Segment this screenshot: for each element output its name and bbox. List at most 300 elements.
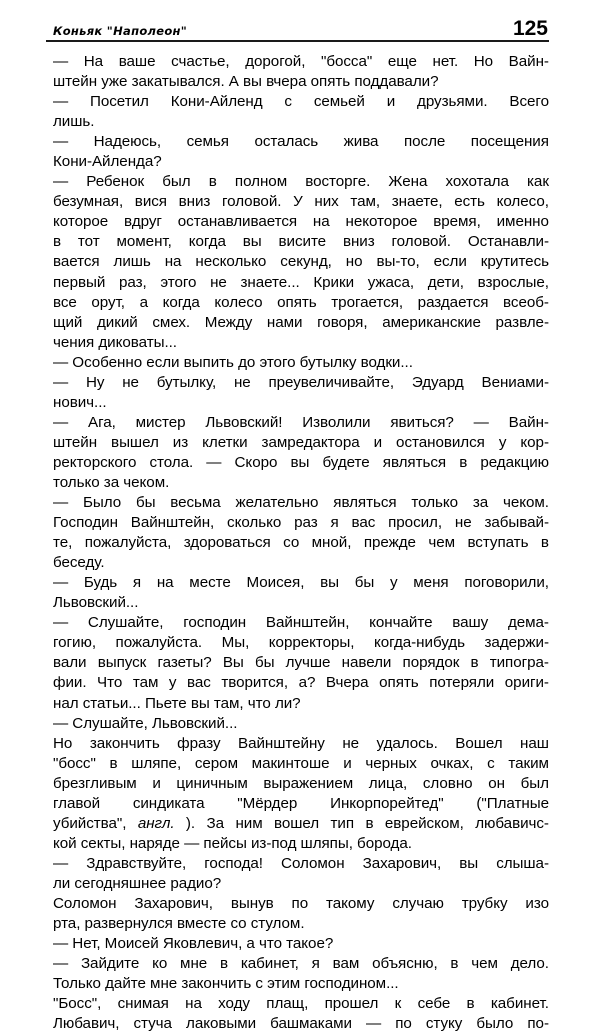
word: мне: [180, 955, 208, 973]
text-line: нал статьи... Пьете вы там, что ли?: [53, 694, 301, 712]
word: в: [450, 955, 459, 973]
word: раз: [294, 514, 318, 532]
word: них: [314, 193, 339, 211]
word: взрослые,: [477, 273, 549, 291]
word: вы: [320, 574, 340, 592]
word: Всего: [509, 93, 549, 111]
word: плащ,: [266, 995, 309, 1013]
text-line: [53, 373, 549, 393]
word: редакцию: [480, 453, 549, 471]
running-header-title: Коньяк "Наполеон": [53, 24, 188, 38]
word: любавичс-: [475, 814, 549, 832]
word: как: [527, 173, 549, 191]
word: синдиката: [132, 794, 205, 812]
word: —: [53, 413, 69, 431]
word: Вайн-: [508, 413, 549, 431]
word: месте: [189, 574, 231, 592]
word: только: [411, 494, 459, 512]
word: Захарович,: [134, 894, 213, 912]
word: —: [53, 955, 69, 973]
word: дети,: [427, 273, 464, 291]
word: с: [487, 754, 495, 772]
word: замредактора: [261, 433, 360, 451]
word: там,: [350, 193, 381, 211]
word: сколько: [227, 514, 282, 532]
word: удалось.: [376, 734, 438, 752]
word: останавливается: [177, 213, 298, 231]
word: Жена: [388, 173, 428, 191]
paragraph: [53, 934, 549, 954]
word: раздается: [417, 293, 489, 311]
word: господа!: [204, 854, 263, 872]
word: восторге.: [305, 173, 371, 191]
word: трогается,: [331, 293, 404, 311]
word: по: [395, 1015, 412, 1033]
word: —: [473, 413, 489, 431]
word: ).: [185, 814, 196, 832]
word: у: [390, 574, 398, 592]
word: фразу: [177, 734, 221, 752]
word: в: [540, 534, 549, 552]
word: наш: [520, 734, 549, 752]
word: посещения: [470, 133, 549, 151]
text-line: штейн уже закатывался. А вы вчера опять поддавали?: [53, 73, 439, 91]
paragraph: [53, 954, 549, 994]
word: клетки: [202, 433, 248, 451]
word: —: [53, 614, 69, 632]
word: вы: [242, 233, 262, 251]
word: американские: [382, 313, 481, 331]
word: был: [162, 173, 191, 191]
word: не: [122, 373, 139, 391]
word: чем: [471, 955, 498, 973]
word: еврейском,: [384, 814, 464, 832]
word: —: [366, 1015, 382, 1033]
word: стола.: [149, 453, 194, 471]
text-line: [53, 293, 549, 313]
text-line: — Слушайте, Львовский...: [53, 714, 238, 732]
word: —: [53, 173, 69, 191]
header-rule: [46, 40, 549, 42]
paragraph: [53, 52, 549, 92]
word: пожалуйста.: [115, 634, 203, 652]
text-line: [53, 273, 549, 293]
word: в: [208, 173, 217, 191]
word: развле-: [495, 313, 549, 331]
word: объясню,: [372, 955, 438, 973]
italic-language-abbreviation: англ.: [137, 814, 175, 832]
word: не: [233, 373, 251, 391]
word: по: [291, 894, 309, 912]
paragraph: [53, 714, 549, 734]
word: не: [454, 514, 472, 532]
word: из: [172, 433, 189, 451]
word: колесо,: [496, 193, 549, 211]
word: корректоры,: [268, 634, 355, 652]
word: очках,: [430, 754, 474, 772]
word: секунд,: [280, 253, 332, 271]
paragraph: [53, 172, 549, 352]
word: вниз: [178, 193, 211, 211]
word: головой.: [221, 193, 282, 211]
word: вися: [134, 193, 167, 211]
word: Соломон: [281, 854, 345, 872]
body-text: [53, 52, 549, 1034]
word: к: [394, 995, 402, 1013]
word: Будь: [83, 574, 118, 592]
word: таким: [508, 754, 549, 772]
word: вступать: [467, 534, 529, 552]
paragraph: [53, 92, 549, 132]
word: в: [219, 955, 229, 973]
text-line: [53, 954, 549, 974]
text-line: [53, 653, 549, 673]
word: главой: [53, 794, 101, 812]
word: циничным: [176, 774, 248, 792]
paragraph: [53, 613, 549, 713]
word: Между: [204, 313, 253, 331]
word: прошел: [324, 995, 379, 1013]
word: "босс": [53, 754, 96, 772]
word: первый: [53, 273, 106, 291]
word: ужаса,: [367, 273, 415, 291]
word: мной,: [311, 534, 352, 552]
paragraph: [53, 734, 549, 854]
word: Скоро: [234, 453, 278, 471]
word: "Мёрдер: [237, 794, 298, 812]
text-line: беседу.: [53, 554, 105, 572]
word: смех.: [152, 313, 191, 331]
text-line: [53, 212, 549, 232]
text-line: [53, 232, 549, 252]
word: Мы,: [221, 634, 250, 652]
word: вас: [351, 514, 376, 532]
word: а: [139, 293, 148, 311]
word: Захарович,: [362, 854, 442, 872]
word: забывай-: [484, 514, 549, 532]
text-line-with-italic: [53, 814, 549, 834]
word: с: [284, 93, 292, 111]
word: —: [53, 53, 69, 70]
word: Вениами-: [481, 373, 549, 391]
word: будете: [322, 453, 370, 471]
word: а?: [298, 674, 316, 692]
word: Посетил: [90, 93, 149, 111]
word: безумная,: [53, 193, 124, 211]
word: кабинет.: [490, 995, 549, 1013]
word: —: [206, 453, 222, 471]
word: на: [156, 574, 174, 592]
word: Инкорпорейтед": [330, 794, 444, 812]
word: слыша-: [496, 854, 549, 872]
word: порядок: [402, 654, 460, 672]
word: [138, 814, 175, 834]
word: полном: [234, 173, 288, 191]
word: крутитесь: [480, 253, 549, 271]
text-line: [53, 894, 549, 914]
word: Но: [53, 734, 73, 752]
word: дело.: [510, 955, 549, 973]
word: являться: [333, 494, 397, 512]
word: семьей: [313, 93, 365, 111]
word: именно: [496, 213, 549, 231]
text-line: ли сегодняшнее радио?: [53, 874, 222, 892]
word: газеты?: [157, 654, 212, 672]
text-line: [53, 734, 549, 754]
word: ("Платные: [476, 794, 549, 812]
word: висите: [278, 233, 327, 251]
text-line: [53, 453, 549, 473]
text-line: Только дайте мне закончить с этим господином...: [53, 975, 399, 993]
word: Вы: [222, 654, 244, 672]
word: раз,: [118, 273, 147, 291]
word: еще: [387, 53, 417, 70]
word: весьма: [170, 494, 221, 512]
word: щий: [53, 313, 83, 331]
word: все: [53, 293, 77, 311]
word: ориги-: [504, 674, 549, 692]
word: Кони-Айленд: [170, 93, 263, 111]
text-line: [53, 413, 549, 433]
word: дема-: [507, 614, 549, 632]
word: за: [472, 494, 489, 512]
word: явиться?: [390, 413, 454, 431]
text-line: [53, 92, 549, 112]
text-line: [53, 1014, 549, 1034]
word: Ага,: [87, 413, 116, 431]
word: нет.: [432, 53, 459, 70]
word: несколько: [195, 253, 267, 271]
word: творится,: [221, 674, 288, 692]
text-line: — Нет, Моисей Яковлевич, а что такое?: [53, 935, 334, 953]
word: Вайнштейн,: [265, 614, 350, 632]
word: на: [164, 253, 182, 271]
word: Было: [82, 494, 122, 512]
word: макинтоше: [251, 754, 330, 772]
word: время,: [433, 213, 481, 231]
word: навели: [341, 654, 392, 672]
text-line: Львовский...: [53, 594, 139, 612]
word: когда-нибудь: [374, 634, 465, 652]
word: в: [53, 233, 62, 251]
paragraph: [53, 894, 549, 934]
word: но: [345, 253, 363, 271]
word: задержи-: [484, 634, 549, 652]
text-line: нович...: [53, 393, 107, 411]
word: такому: [326, 894, 375, 912]
word: по-: [527, 1015, 549, 1033]
word: бутылку,: [156, 373, 217, 391]
paragraph: [53, 132, 549, 172]
text-line: [53, 573, 549, 593]
word: На: [83, 53, 104, 70]
word: Вайн-: [508, 53, 549, 70]
text-line: [53, 774, 549, 794]
word: изо: [525, 894, 549, 912]
word: штейн: [53, 433, 98, 451]
word: господин: [183, 614, 247, 632]
word: там: [132, 674, 159, 692]
word: опять: [277, 293, 317, 311]
word: не: [210, 273, 227, 291]
word: лучше: [285, 654, 331, 672]
word: брезгливым: [53, 774, 137, 792]
word: ваше: [118, 53, 156, 70]
paragraph: [53, 994, 549, 1034]
text-line: чения диковаты...: [53, 333, 177, 351]
word: когда: [188, 233, 226, 251]
text-line: [53, 513, 549, 533]
text-line: [53, 172, 549, 192]
word: Слушайте,: [87, 614, 164, 632]
word: сером: [194, 754, 238, 772]
word: Но: [473, 53, 494, 70]
word: вынув: [230, 894, 274, 912]
text-line: кой секты, наряде — пейсы из-под шляпы, борода.: [53, 834, 412, 852]
word: опять: [379, 674, 419, 692]
word: У: [293, 193, 303, 211]
word: и: [373, 433, 383, 451]
word: бы: [254, 654, 275, 672]
word: себе: [417, 995, 451, 1013]
word: Вошел: [455, 734, 503, 752]
word: чеком.: [502, 494, 549, 512]
word: За: [206, 814, 225, 832]
word: я: [132, 574, 142, 592]
text-line: [53, 794, 549, 814]
word: не: [342, 734, 360, 752]
word: после: [403, 133, 446, 151]
word: кончайте: [369, 614, 433, 632]
word: вы: [290, 453, 310, 471]
word: стуча: [133, 1015, 172, 1033]
word: Надеюсь,: [93, 133, 162, 151]
word: меня: [413, 574, 449, 592]
word: знаете,: [391, 193, 443, 211]
paragraph: [53, 413, 549, 493]
word: Изволили: [302, 413, 371, 431]
word: некоторое: [345, 213, 418, 231]
text-line: [53, 613, 549, 633]
word: когда: [162, 293, 200, 311]
running-header: [53, 18, 548, 40]
word: Господин: [53, 514, 118, 532]
word: вас: [187, 674, 211, 692]
word: Вайнштейну: [238, 734, 325, 752]
word: вашу: [452, 614, 489, 632]
word: словно: [422, 774, 473, 792]
word: жива: [343, 133, 379, 151]
word: мистер: [135, 413, 186, 431]
word: —: [53, 494, 69, 512]
word: являться: [382, 453, 447, 471]
word: вдруг: [124, 213, 162, 231]
word: поговорили,: [464, 574, 549, 592]
word: Ребенок: [86, 173, 145, 191]
text-line: [53, 673, 549, 693]
word: Соломон: [53, 894, 117, 912]
word: осталась: [254, 133, 319, 151]
word: ректорского: [53, 453, 137, 471]
word: семья: [186, 133, 229, 151]
word: и: [152, 774, 161, 792]
word: случаю: [392, 894, 444, 912]
word: в: [466, 995, 475, 1013]
text-line: [53, 754, 549, 774]
word: в: [365, 814, 374, 832]
text-line: [53, 994, 549, 1014]
word: вали: [53, 654, 87, 672]
word: вышел: [111, 433, 159, 451]
word: Львовский!: [205, 413, 283, 431]
word: те,: [53, 534, 73, 552]
paragraph: [53, 373, 549, 413]
word: колесо: [214, 293, 263, 311]
word: —: [53, 574, 69, 592]
word: если: [433, 253, 467, 271]
word: Любавич,: [53, 1015, 120, 1033]
word: у: [168, 674, 177, 692]
word: говоря,: [317, 313, 368, 331]
word: знаете...: [240, 273, 300, 291]
word: в: [459, 453, 468, 471]
word: было: [476, 1015, 514, 1033]
word: у: [498, 433, 507, 451]
word: этого: [160, 273, 197, 291]
word: момент,: [116, 233, 172, 251]
word: преувеличивайте,: [268, 373, 395, 391]
text-line: [53, 132, 549, 152]
word: вы: [459, 854, 479, 872]
word: головой.: [391, 233, 451, 251]
word: —: [53, 133, 69, 151]
word: хохотала: [445, 173, 509, 191]
paragraph: [53, 854, 549, 894]
text-line: — Особенно если выпить до этого бутылку водки...: [53, 353, 413, 371]
word: убийства",: [53, 814, 127, 832]
word: лица,: [368, 774, 408, 792]
word: Вайнштейн,: [130, 514, 215, 532]
word: потеряли: [429, 674, 495, 692]
text-line: [53, 433, 549, 453]
text-line: [53, 52, 549, 72]
word: бы: [135, 494, 156, 512]
word: всеоб-: [503, 293, 549, 311]
word: кабинет,: [240, 955, 299, 973]
text-line: [53, 192, 549, 212]
word: черных: [365, 754, 417, 772]
word: пожалуйста,: [84, 534, 172, 552]
paragraph: [53, 493, 549, 573]
text-line: рта, развернулся вместе со стулом.: [53, 915, 305, 933]
text-line: Кони-Айленда?: [53, 153, 162, 171]
word: дикий: [97, 313, 138, 331]
word: —: [53, 373, 69, 391]
word: прежде: [363, 534, 416, 552]
word: тот: [77, 233, 100, 251]
word: дорогой,: [245, 53, 306, 70]
word: ним: [235, 814, 263, 832]
word: типогра-: [489, 654, 549, 672]
word: снимая: [117, 995, 169, 1013]
word: Крики: [313, 273, 355, 291]
text-line: лишь.: [53, 113, 95, 131]
word: которое: [53, 213, 109, 231]
word: лаковыми: [186, 1015, 257, 1033]
word: бы: [354, 574, 375, 592]
page-number: 125: [512, 17, 548, 40]
word: орут,: [91, 293, 125, 311]
